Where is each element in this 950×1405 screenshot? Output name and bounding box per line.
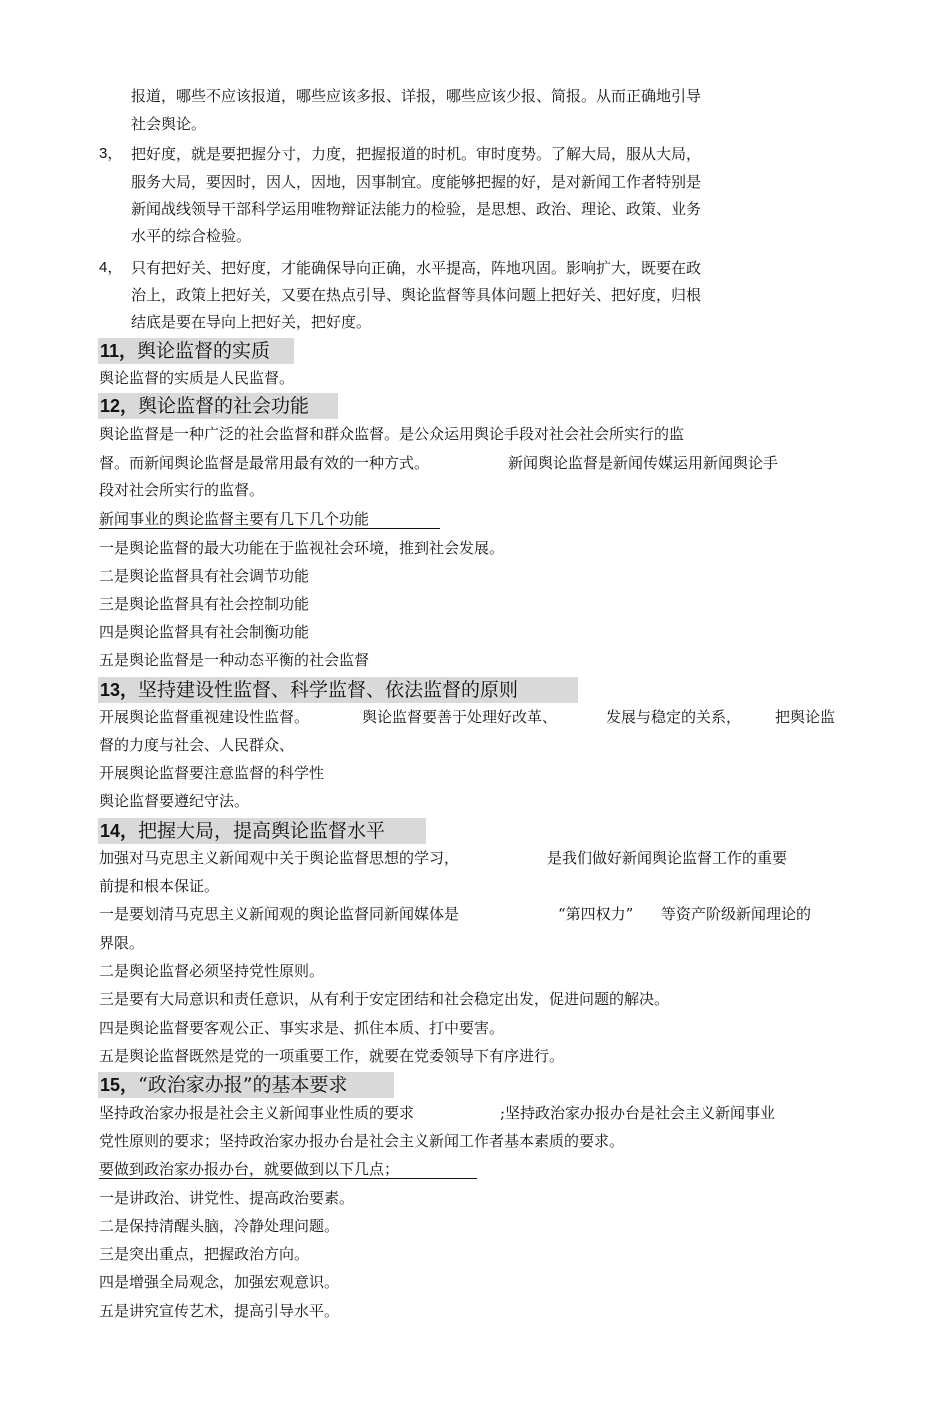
text-line: 结底是要在导向上把好关，把好度。 [131, 313, 372, 331]
text-line: 舆论监督要善于处理好改革、 [362, 708, 558, 726]
list-item: 五是舆论监督是一种动态平衡的社会监督 [99, 651, 370, 669]
section-heading-11 [98, 338, 294, 364]
text-line: 发展与稳定的关系， [606, 708, 742, 726]
section-title: 把握大局，提高舆论监督水平 [138, 820, 386, 842]
section-title: 坚持建设性监督、科学监督、依法监督的原则 [138, 679, 519, 701]
text-line: 加强对马克思主义新闻观中关于舆论监督思想的学习， [99, 849, 460, 867]
text-line: 把舆论监 [775, 708, 836, 726]
text-line: 前提和根本保证。 [99, 877, 220, 895]
text-line: 开展舆论监督要注意监督的科学性 [99, 764, 325, 782]
text-line: 督的力度与社会、人民群众、 [99, 736, 295, 754]
list-number: 4， [99, 259, 123, 276]
text-line: 水平的综合检验。 [131, 227, 252, 245]
text-line: 开展舆论监督重视建设性监督。 [99, 708, 310, 726]
text-line: ;坚持政治家办报办台是社会主义新闻事业 [500, 1104, 776, 1122]
text-line: 舆论监督要遵纪守法。 [99, 792, 250, 810]
list-item: 三是舆论监督具有社会控制功能 [99, 595, 310, 613]
text-line: 服务大局，要因时，因人，因地，因事制宜。度能够把握的好，是对新闻工作者特别是 [131, 173, 702, 191]
list-item: 二是舆论监督具有社会调节功能 [99, 567, 310, 585]
text-line: 社会舆论。 [131, 115, 207, 133]
text-line: 一是要划清马克思主义新闻观的舆论监督同新闻媒体是 [99, 905, 460, 923]
list-item: 四是增强全局观念，加强宏观意识。 [99, 1273, 340, 1291]
text-line: 等资产阶级新闻理论的 [661, 905, 812, 923]
text-line: 党性原则的要求；坚持政治家办报办台是社会主义新闻工作者基本素质的要求。 [99, 1132, 625, 1150]
section-number: 12， [100, 396, 139, 416]
list-item: 五是讲究宣传艺术，提高引导水平。 [99, 1302, 340, 1320]
section-number: 11， [100, 341, 138, 361]
underline-rule [99, 528, 440, 529]
list-item: 二是保持清醒头脑，冷静处理问题。 [99, 1217, 340, 1235]
section-number: 15， [100, 1075, 139, 1095]
text-line: 舆论监督是一种广泛的社会监督和群众监督。是公众运用舆论手段对社会社会所实行的监 [99, 425, 685, 443]
section-title: 舆论监督的社会功能 [138, 395, 310, 417]
text-line: 督。而新闻舆论监督是最常用最有效的一种方式。 [99, 454, 430, 472]
list-item: 三是要有大局意识和责任意识，从有利于安定团结和社会稳定出发，促进问题的解决。 [99, 990, 670, 1008]
text-line: 界限。 [99, 934, 145, 952]
list-item: 四是舆论监督要客观公正、事实求是、抓住本质、打中要害。 [99, 1019, 505, 1037]
subheading-underlined: 要做到政治家办报办台，就要做到以下几点； [99, 1160, 400, 1178]
list-item: 四是舆论监督具有社会制衡功能 [99, 623, 310, 641]
list-item: 一是舆论监督的最大功能在于监视社会环境，推到社会发展。 [99, 539, 505, 557]
text-line: 报道，哪些不应该报道，哪些应该多报、详报，哪些应该少报、简报。从而正确地引导 [131, 87, 702, 105]
section-heading-15 [98, 1072, 394, 1098]
list-item: 二是舆论监督必须坚持党性原则。 [99, 962, 325, 980]
list-number: 3， [99, 145, 123, 162]
text-line: 新闻战线领导干部科学运用唯物辩证法能力的检验，是思想、政治、理论、政策、业务 [131, 200, 702, 218]
text-line: 是我们做好新闻舆论监督工作的重要 [547, 849, 788, 867]
text-line: “第四权力” [558, 905, 634, 923]
underline-rule [99, 1178, 477, 1179]
list-item: 五是舆论监督既然是党的一项重要工作，就要在党委领导下有序进行。 [99, 1047, 565, 1065]
section-heading-14 [98, 818, 426, 844]
list-item: 三是突出重点，把握政治方向。 [99, 1245, 310, 1263]
subheading-underlined: 新闻事业的舆论监督主要有几下几个功能 [99, 510, 370, 528]
section-number: 14， [100, 821, 139, 841]
section-heading-13 [98, 677, 578, 703]
section-heading-12 [98, 393, 338, 419]
text-line: 把好度，就是要把握分寸，力度，把握报道的时机。审时度势。了解大局，服从大局， [131, 145, 702, 163]
list-item: 一是讲政治、讲党性、提高政治要素。 [99, 1189, 355, 1207]
text-line: 段对社会所实行的监督。 [99, 481, 265, 499]
section-title: 舆论监督的实质 [137, 340, 271, 362]
text-line: 治上，政策上把好关，又要在热点引导、舆论监督等具体问题上把好关、把好度，归根 [131, 286, 702, 304]
text-line: 只有把好关、把好度，才能确保导向正确，水平提高，阵地巩固。影响扩大，既要在政 [131, 259, 702, 277]
text-line: 舆论监督的实质是人民监督。 [99, 369, 295, 387]
text-line: 新闻舆论监督是新闻传媒运用新闻舆论手 [508, 454, 779, 472]
text-line: 坚持政治家办报是社会主义新闻事业性质的要求 [99, 1104, 415, 1122]
section-title: “政治家办报”的基本要求 [138, 1074, 348, 1096]
section-number: 13， [100, 680, 139, 700]
